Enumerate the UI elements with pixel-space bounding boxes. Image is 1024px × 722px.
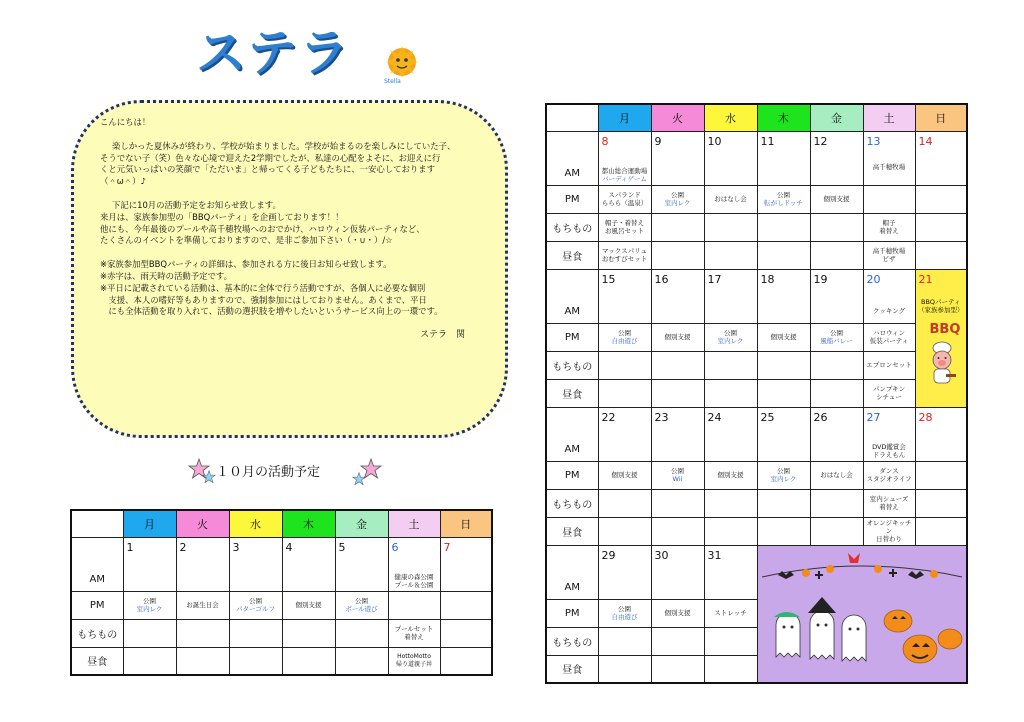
row-label-am: AM: [546, 131, 598, 185]
letter-note: にも全体活動を取り入れて、活動の選択肢を増やしたいというサービス向上の一環です。: [100, 306, 443, 317]
day-cell: [704, 545, 757, 599]
day-number: 27: [866, 410, 881, 424]
pm-activity: [335, 591, 388, 619]
star-icon: [202, 470, 216, 484]
am-activity: DVD鑑賞会 ドラえもん: [872, 442, 906, 459]
weekday-sat: 土: [863, 104, 915, 131]
letter-body: [100, 117, 490, 318]
row-label-items: もちもの: [546, 351, 598, 379]
day-number: 22: [601, 410, 616, 424]
pm-activity: おはなし会: [810, 461, 863, 489]
pm-activity: [440, 591, 492, 619]
row-label-items: もちもの: [546, 213, 598, 241]
pm-activity-text: 公園: [830, 329, 843, 337]
items-cell: [651, 213, 704, 241]
items-cell: [440, 619, 492, 647]
letter-line: 他にも、今年最後のプールや高千穂牧場へのおでかけ、ハロウィン仮装パーティなど、: [100, 223, 425, 234]
day-number: 14: [918, 134, 933, 148]
row-label-pm: PM: [546, 185, 598, 213]
day-cell: [229, 537, 282, 591]
calendar-week1: [70, 509, 493, 676]
day-number: 20: [866, 272, 881, 286]
day-cell: [598, 131, 651, 185]
day-number: 31: [707, 548, 722, 562]
lunch-cell: オレンジキッチン 日替わり: [863, 517, 915, 545]
lunch-cell: [704, 241, 757, 269]
row-label-items: もちもの: [546, 489, 598, 517]
pm-activity: おはなし会: [704, 185, 757, 213]
items-cell: エプロンセット: [863, 351, 915, 379]
day-number: 23: [654, 410, 669, 424]
weekday-tue: 火: [651, 104, 704, 131]
day-cell: [176, 537, 229, 591]
lunch-cell: [757, 241, 810, 269]
items-cell: [757, 351, 810, 379]
day-number: 11: [760, 134, 775, 148]
lunch-cell: [229, 647, 282, 675]
pm-activity: スパランド ららら（温泉）: [598, 185, 651, 213]
lunch-cell: [757, 379, 810, 407]
day-number: 12: [813, 134, 828, 148]
pm-activity: 個別支援: [651, 323, 704, 351]
row-label-lunch: 昼食: [546, 379, 598, 407]
items-cell: [123, 619, 176, 647]
weekday-thu: 木: [757, 104, 810, 131]
items-cell: [598, 351, 651, 379]
lunch-cell: [810, 517, 863, 545]
lunch-cell: [651, 379, 704, 407]
letter-line: たくさんのイベントを準備しておりますので、是非ご参加下さい（・∪・）/☆: [100, 235, 393, 246]
day-cell: [704, 269, 757, 323]
pm-activity: ハロウィン 仮装パーティ: [863, 323, 915, 351]
pm-activity: ダンス スタジオライフ: [863, 461, 915, 489]
day-cell: [123, 537, 176, 591]
items-cell: [704, 627, 757, 655]
lunch-cell: [810, 241, 863, 269]
row-label-pm: PM: [546, 323, 598, 351]
day-number: 7: [443, 540, 451, 554]
day-cell: [863, 269, 915, 323]
items-cell: [651, 351, 704, 379]
row-label-pm: PM: [71, 591, 123, 619]
items-cell: [229, 619, 282, 647]
am-activity-alt: バーディゲーム: [602, 174, 647, 183]
lunch-cell: [704, 517, 757, 545]
lunch-cell: [598, 517, 651, 545]
lunch-cell: [651, 517, 704, 545]
letter-greeting: こんにちは！: [100, 117, 151, 127]
lunch-cell: マックスパリュ おむすびセット: [598, 241, 651, 269]
pm-activity: [810, 323, 863, 351]
row-label-items: もちもの: [546, 627, 598, 655]
weekday-tue: 火: [176, 510, 229, 537]
pm-activity: 個別支援: [598, 461, 651, 489]
pm-activity-text: 公園: [671, 191, 684, 199]
day-number: 25: [760, 410, 775, 424]
day-cell: [598, 407, 651, 461]
ghost-icon: [774, 597, 866, 661]
items-cell: [810, 213, 863, 241]
corner-cell: [71, 510, 123, 537]
pm-activity-text: 公園: [777, 191, 790, 199]
items-cell: 室内シューズ 着替え: [863, 489, 915, 517]
items-cell: [810, 351, 863, 379]
pm-activity: [651, 461, 704, 489]
lunch-cell: [915, 241, 967, 269]
pm-activity-alt: 自由遊び: [611, 613, 638, 621]
day-cell: [651, 269, 704, 323]
day-number: 17: [707, 272, 722, 286]
items-cell: [915, 489, 967, 517]
row-label-items: もちもの: [71, 619, 123, 647]
items-cell: [757, 213, 810, 241]
star-icon: [352, 472, 366, 486]
day-cell: [863, 407, 915, 461]
day-number: 6: [391, 540, 399, 554]
pm-activity-alt: 室内レク: [770, 475, 797, 483]
row-label-am: AM: [546, 269, 598, 323]
lunch-cell: [335, 647, 388, 675]
halloween-art: [758, 547, 966, 681]
day-number: 16: [654, 272, 669, 286]
items-cell: 帽子・着替え お風呂セット: [598, 213, 651, 241]
pm-activity: [863, 185, 915, 213]
day-cell: [757, 269, 810, 323]
items-cell: 帽子 着替え: [863, 213, 915, 241]
pm-activity-text: 公園: [355, 597, 368, 605]
lunch-cell: [651, 241, 704, 269]
pm-activity: [757, 461, 810, 489]
day-number: 26: [813, 410, 828, 424]
weekday-sun: 日: [440, 510, 492, 537]
letter-line: そうでない子（笑）色々な心境で迎えた2学期でしたが、私達の心配をよそに、お迎えに行: [100, 152, 441, 163]
row-label-pm: PM: [546, 461, 598, 489]
day-number: 2: [179, 540, 187, 554]
corner-cell: [546, 104, 598, 131]
mascot-label: Stella: [384, 78, 401, 85]
lunch-cell: [598, 379, 651, 407]
weekday-sun: 日: [915, 104, 967, 131]
am-activity: 高千穂牧場: [872, 162, 906, 171]
lunch-cell: [704, 655, 757, 683]
day-cell: [757, 131, 810, 185]
day-number: 21: [918, 272, 933, 286]
bat-icon: [778, 571, 924, 579]
letter-line: くと元気いっぱいの笑顔で「ただいま」と帰ってくる子どもたちに、一安心しております: [100, 164, 435, 175]
row-label-am: AM: [546, 545, 598, 599]
day-cell: [704, 131, 757, 185]
day-number: 19: [813, 272, 828, 286]
pm-activity-text: 公園: [143, 597, 156, 605]
pm-activity-alt: 室内レク: [717, 337, 744, 345]
calendar-weeks-2-5: [545, 103, 968, 684]
day-cell: [651, 131, 704, 185]
day-cell: [915, 407, 967, 461]
row-label-am: AM: [71, 537, 123, 591]
pm-activity-text: 公園: [618, 329, 631, 337]
weekday-wed: 水: [704, 104, 757, 131]
pm-activity: [915, 185, 967, 213]
pm-activity: ストレッチ: [704, 599, 757, 627]
weekday-wed: 水: [229, 510, 282, 537]
day-number: 8: [601, 134, 609, 148]
lunch-cell: [704, 379, 757, 407]
row-label-lunch: 昼食: [546, 241, 598, 269]
pm-activity-text: 公園: [249, 597, 262, 605]
items-cell: [335, 619, 388, 647]
weekday-mon: 月: [598, 104, 651, 131]
day-number: 30: [654, 548, 669, 562]
pm-activity-text: 公園: [671, 467, 684, 475]
day-number: 18: [760, 272, 775, 286]
day-number: 29: [601, 548, 616, 562]
pm-activity-text: 個別支援: [295, 601, 322, 609]
day-cell: [651, 407, 704, 461]
letter-line: 来月は、家族参加型の「BBQパーティ」を企画しております！！: [100, 211, 344, 222]
lunch-cell: HottoMotto 帰り道親子丼: [388, 647, 440, 675]
pm-activity-text: 公園: [724, 329, 737, 337]
pm-activity-alt: 室内レク: [136, 605, 163, 613]
items-cell: [282, 619, 335, 647]
pm-activity: [915, 461, 967, 489]
lunch-cell: [651, 655, 704, 683]
day-number: 3: [232, 540, 240, 554]
letter-note: ※赤字は、雨天時の活動予定です。: [100, 270, 232, 281]
items-cell: [598, 627, 651, 655]
pumpkin-icon: [884, 610, 962, 663]
day-cell: [335, 537, 388, 591]
pm-activity: [598, 323, 651, 351]
pm-activity: [123, 591, 176, 619]
items-cell: [598, 489, 651, 517]
lunch-cell: [810, 379, 863, 407]
bbq-event-text: BBQパーティ （家族参加型）: [918, 297, 964, 314]
lunch-cell: 高千穂牧場 ピザ: [863, 241, 915, 269]
chef-pig-icon: [926, 340, 958, 388]
day-cell: [915, 131, 967, 185]
day-cell: [810, 407, 863, 461]
day-number: 24: [707, 410, 722, 424]
lunch-cell: [282, 647, 335, 675]
lunch-cell: [757, 517, 810, 545]
day-cell: [282, 537, 335, 591]
schedule-title: １０月の活動予定: [216, 465, 321, 480]
pm-activity-alt: 転がしドッチ: [764, 199, 803, 207]
pm-activity: [757, 185, 810, 213]
day-cell: [388, 537, 440, 591]
lunch-cell: パンプキン シチュー: [863, 379, 915, 407]
pm-activity: [282, 591, 335, 619]
weekday-sat: 土: [388, 510, 440, 537]
letter-note: ※平日に記載されている活動は、基本的に全体で行う活動ですが、各個人に必要な個別: [100, 282, 426, 293]
pm-activity-text: お誕生日会: [186, 601, 219, 609]
row-label-lunch: 昼食: [546, 655, 598, 683]
day-cell: [704, 407, 757, 461]
pm-activity: [704, 323, 757, 351]
items-cell: [915, 213, 967, 241]
letter-line: 楽しかった夏休みが終わり、学校が始まりました。学校が始まるのを楽しみにしていた子、: [112, 140, 456, 151]
brand-logo: ステラ: [196, 24, 351, 82]
weekday-thu: 木: [282, 510, 335, 537]
day-cell: [810, 269, 863, 323]
items-cell: [651, 627, 704, 655]
pm-activity-alt: 風船バレー: [820, 337, 853, 345]
lunch-cell: [440, 647, 492, 675]
pm-activity: [598, 599, 651, 627]
day-number: 13: [866, 134, 881, 148]
pm-activity-alt: Wii: [672, 475, 683, 483]
lunch-cell: [123, 647, 176, 675]
items-cell: [651, 489, 704, 517]
letter-note: 支援、本人の嗜好等もありますので、強制参加にはしておりません。あくまで、平日: [100, 294, 427, 305]
pm-activity-text: 公園: [777, 467, 790, 475]
pm-activity-alt: ボール遊び: [345, 605, 378, 613]
lunch-cell: [176, 647, 229, 675]
row-label-am: AM: [546, 407, 598, 461]
pm-activity: [388, 591, 440, 619]
row-label-pm: PM: [546, 599, 598, 627]
bbq-event-cell: [915, 269, 967, 407]
pm-activity: [229, 591, 282, 619]
pm-activity: [176, 591, 229, 619]
day-cell: [598, 545, 651, 599]
halloween-illustration: [757, 545, 967, 683]
row-label-lunch: 昼食: [71, 647, 123, 675]
pm-activity-alt: パターゴルフ: [236, 605, 275, 613]
pm-activity-text: 公園: [618, 605, 631, 613]
weekday-mon: 月: [123, 510, 176, 537]
day-number: 9: [654, 134, 662, 148]
weekday-fri: 金: [810, 104, 863, 131]
day-cell: [810, 131, 863, 185]
letter-line: （＾ω＾）♪: [100, 176, 146, 187]
day-cell: [598, 269, 651, 323]
day-number: 5: [338, 540, 346, 554]
lunch-cell: [915, 517, 967, 545]
day-cell: [651, 545, 704, 599]
items-cell: [176, 619, 229, 647]
lunch-cell: [598, 655, 651, 683]
items-cell: [704, 489, 757, 517]
items-cell: [757, 489, 810, 517]
day-number: 1: [126, 540, 134, 554]
letter-note: ※家族参加型BBQパーティの詳細は、参加される方に後日お知らせ致します。: [100, 259, 392, 270]
letter-line: 下記に10月の活動予定をお知らせ致します。: [112, 199, 281, 210]
day-number: 4: [285, 540, 293, 554]
items-cell: プールセット 着替え: [388, 619, 440, 647]
day-cell: [757, 407, 810, 461]
row-label-lunch: 昼食: [546, 517, 598, 545]
am-activity-text: 都山総合運動場: [601, 166, 648, 175]
pm-activity: 個別支援: [704, 461, 757, 489]
items-cell: [810, 489, 863, 517]
pm-activity-alt: 室内レク: [664, 199, 691, 207]
pm-activity-alt: 自由遊び: [611, 337, 638, 345]
day-cell: [440, 537, 492, 591]
am-activity: 健康の森公園 プール＆公園: [394, 572, 434, 589]
pm-activity: [651, 185, 704, 213]
am-activity: クッキング: [872, 306, 906, 315]
pm-activity: 個別支援: [757, 323, 810, 351]
letter-bubble: [71, 100, 508, 438]
items-cell: [704, 351, 757, 379]
bbq-badge: BBQ: [929, 321, 961, 337]
day-number: 28: [918, 410, 933, 424]
day-number: 15: [601, 272, 616, 286]
pm-activity: 個別支援: [810, 185, 863, 213]
am-activity: [599, 167, 651, 183]
letter-signature: ステラ 関: [420, 330, 465, 340]
pm-activity: 個別支援: [651, 599, 704, 627]
weekday-fri: 金: [335, 510, 388, 537]
items-cell: [704, 213, 757, 241]
day-cell: [863, 131, 915, 185]
day-number: 10: [707, 134, 722, 148]
